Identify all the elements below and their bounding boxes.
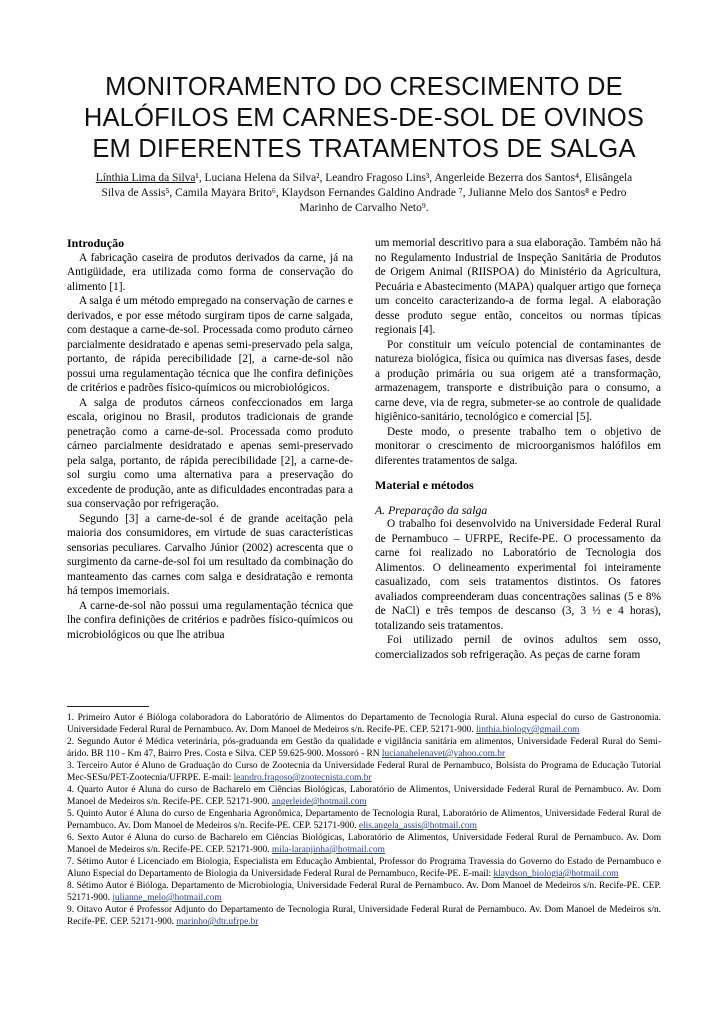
footnote-text: 7. Sétimo Autor é Licenciado em Biologia, Especialista em Educação Ambiental, Professor do Programa Travessia do Governo do Estado de Pernambuco e Aluno Especial do Departamento de Biologia da Universidade Federal Rural de Pernambuco, Recife-PE. E-mail: xyxy=(67,857,661,879)
subsection-heading: A. Preparação da salga xyxy=(375,502,488,517)
paragraph: Segundo [3] a carne-de-sol é de grande aceitação pela maioria dos consumidores, em virtude de suas características sensorias peculiares. Carvalho Júnior (2002) acrescenta que o surgimento da carne-de-sol foi um resultado da combinação do manteamento das carnes com salga e desidratação e remonta há tempos imemoriais. xyxy=(67,512,353,597)
footnote-text: 1. Primeiro Autor é Bióloga colaboradora do Laboratório de Alimentos do Departamento de Tecnologia Rural. Aluna especial do curso de Gastronomia. Universidade Federal Rural de Pernambuco. Av. Dom Manoel de Medeiros s/n. Recife-PE. CEP. 52171-900. xyxy=(67,713,661,735)
section-heading-introducao: Introdução xyxy=(67,236,125,250)
body-columns xyxy=(67,236,661,662)
paragraph: Foi utilizado pernil de ovinos adultos sem osso, comercializados sob refrigeração. As peças de carne foram xyxy=(375,634,661,661)
footnote-text: 4. Quarto Autor é Aluna do curso de Bacharelo em Ciências Biológicas, Laboratório de Alimentos, Universidade Federal Rural de Pernambuco. Av. Dom Manoel de Medeiros s/n. Recife-PE. CEP. 52171-900. xyxy=(67,785,661,807)
paragraph: A fabricação caseira de produtos derivados da carne, já na Antigüidade, era utilizada como forma de conservação do alimento [1]. xyxy=(67,251,353,293)
left-column xyxy=(67,236,353,662)
authors-line: Marinho de Carvalho Neto⁹. xyxy=(299,202,429,214)
email-link[interactable]: linthia.biology@gmail.com xyxy=(476,725,580,735)
title-line: EM DIFERENTES TRATAMENTOS DE SALGA xyxy=(92,135,636,163)
paragraph: Por constituir um veículo potencial de contaminantes de natureza biológica, física ou química nas diversas fases, desde a produção primária ou sua origem até a transformação, armazenagem, transporte e distribuição para o consumo, a carne deve, via de regra, submeter-se ao controle de qualidade higiênico-sanitário, tecnológico e comercial [5]. xyxy=(375,338,661,423)
paper-title xyxy=(67,72,661,165)
email-link[interactable]: julianne_melo@hotmail.com xyxy=(112,893,222,903)
footnote-text: 6. Sexto Autor é Aluna do curso de Bacharelo em Ciências Biológicas, Laboratório de Alimentos, Universidade Federal Rural de Pernambuco. Av. Dom Manoel de Medeiros s/n. Recife-PE. CEP. 52171-900. xyxy=(67,833,661,855)
title-line: HALÓFILOS EM CARNES-DE-SOL DE OVINOS xyxy=(83,104,645,132)
footnote xyxy=(67,784,661,808)
section-heading-material-metodos: Material e métodos xyxy=(375,478,474,492)
paragraph: A salga de produtos cárneos confeccionados em larga escala, originou no Brasil, produtos tradicionais de grande penetração como a carne-de-sol. Processada como produto cárneo parcialmente desidratado e apenas semi-preservado pela salga, portanto, de rápida perecibilidade [2], a carne-de-sol surgiu como uma alternativa para a preservação do excedente de produção, ante as dificuldades encontradas para a sua conservação por refrigeração. xyxy=(67,396,353,510)
right-column xyxy=(375,236,661,662)
footnote xyxy=(67,832,661,856)
email-link[interactable]: marinho@dtr.ufrpe.br xyxy=(176,917,259,927)
email-link[interactable]: lucianahelenavet@yahoo.com.br xyxy=(381,749,506,759)
email-link[interactable]: elis.angela_assis@hotmail.com xyxy=(358,821,477,831)
email-link[interactable]: mila-laranjinha@hotmail.com xyxy=(271,845,385,855)
author-list xyxy=(67,171,661,216)
email-link[interactable]: angerleide@hotmail.com xyxy=(271,797,367,807)
paragraph: A carne-de-sol não possui uma regulamentação técnica que lhe confira definições de critérios e padrões físico-químicos ou microbiológicos ou que lhe atribua xyxy=(67,599,353,641)
footnote-rule xyxy=(67,706,149,707)
first-author-link[interactable]: Línthia Lima da Silva xyxy=(95,172,196,184)
footnote xyxy=(67,736,661,760)
footnote-text: 8. Sétimo Autor é Bióloga. Departamento de Microbiologia, Universidade Federal Rural de Pernambuco. Av. Dom Manoel de Medeiros s/n. Recife-PE. CEP. 52171-900. xyxy=(67,881,661,903)
spacer xyxy=(375,493,661,503)
footnote-text: 5. Quinto Autor é Aluna do curso de Engenharia Agronômica, Departamento de Tecnologia Rural, Laboratório de Alimentos, Universidade Federal Rural de Pernambuco. Av. Dom Manoel de Medeiros s/n. Recife-PE. CEP. 52171-900. xyxy=(67,809,661,831)
footnote xyxy=(67,760,661,784)
spacer xyxy=(375,468,661,478)
authors-line-rest: ¹, Luciana Helena da Silva², Leandro Fragoso Lins³, Angerleide Bezerra dos Santos⁴, Elisângela xyxy=(195,172,633,184)
email-link[interactable]: klaydson_biologia@hotmail.com xyxy=(493,869,619,879)
footnote xyxy=(67,712,661,736)
footnote-text: 9. Oitavo Autor é Professor Adjunto do Departamento de Tecnologia Rural, Universidade Federal Rural de Pernambuco. Av. Dom Manoel de Medeiros s/n. Recife-PE. CEP. 52171-900. xyxy=(67,905,661,927)
paragraph: um memorial descritivo para a sua elaboração. Também não há no Regulamento Industrial de Inspeção Sanitária de Produtos de Origem Animal (RIISPOA) do Ministério da Agricultura, Pecuária e Abastecimento (MAPA) qualquer artigo que forneça um conceito caracterizando-a de forma legal. A elaboração desse produto segue então, conceitos ou normas típicas regionais [4]. xyxy=(375,237,661,336)
authors-line xyxy=(67,171,661,186)
paragraph: A salga é um método empregado na conservação de carnes e derivados, e por esse método surgiram tipos de carne salgada, com destaque a carne-de-sol. Processada como produto cárneo parcialmente desidratado e apenas semi-preservado pela salga, portanto, de rápida perecibilidade [2], a carne-de-sol não possui uma regulamentação técnica que lhe confira definições de critérios e padrões físico-químicos ou microbiológicos. xyxy=(67,295,353,394)
authors-line: Silva de Assis⁵, Camila Mayara Brito⁶, Klaydson Fernandes Galdino Andrade ⁷, Julianne Melo dos Santos⁸ e Pedro xyxy=(101,187,627,199)
footnote xyxy=(67,880,661,904)
footnote xyxy=(67,904,661,928)
paragraph: Deste modo, o presente trabalho tem o objetivo de monitorar o crescimento de microorganismos halófilos em diferentes tratamentos de salga. xyxy=(375,425,661,467)
footnote xyxy=(67,856,661,880)
paragraph: O trabalho foi desenvolvido na Universidade Federal Rural de Pernambuco – UFRPE, Recife-PE. O processamento da carne foi realizado no Laboratório de Tecnologia dos Alimentos. O delineamento experimental foi inteiramente casualizado, com seis tratamentos distintos. Os fatores avaliados compreenderam duas concentrações salinas (5 e 8% de NaCl) e três tempos de descanso (3, 3 ½ e 4 horas), totalizando seis tratamentos. xyxy=(375,518,661,632)
footnotes xyxy=(67,712,661,928)
email-link[interactable]: leandro.fragoso@zootecnista.com.br xyxy=(233,773,372,783)
footnote-text: 3. Terceiro Autor é Aluno de Graduação do Curso de Zootecnia da Universidade Federal Rural de Pernambuco, Bolsista do Programa de Educação Tutorial Mec-SESu/PET-Zootecnia/UFRPE. E-mail: xyxy=(67,761,661,783)
footnote-text: 2. Segundo Autor é Médica veterinária, pós-graduanda em Gestão da qualidade e vigilância sanitária em alimentos, Universidade Federal Rural do Semi-árido. BR 110 - Km 47, Bairro Pres. Costa e Silva. CEP 59.625-900. Mossoró - RN xyxy=(67,737,661,759)
footnote xyxy=(67,808,661,832)
title-line: MONITORAMENTO DO CRESCIMENTO DE xyxy=(105,73,623,101)
